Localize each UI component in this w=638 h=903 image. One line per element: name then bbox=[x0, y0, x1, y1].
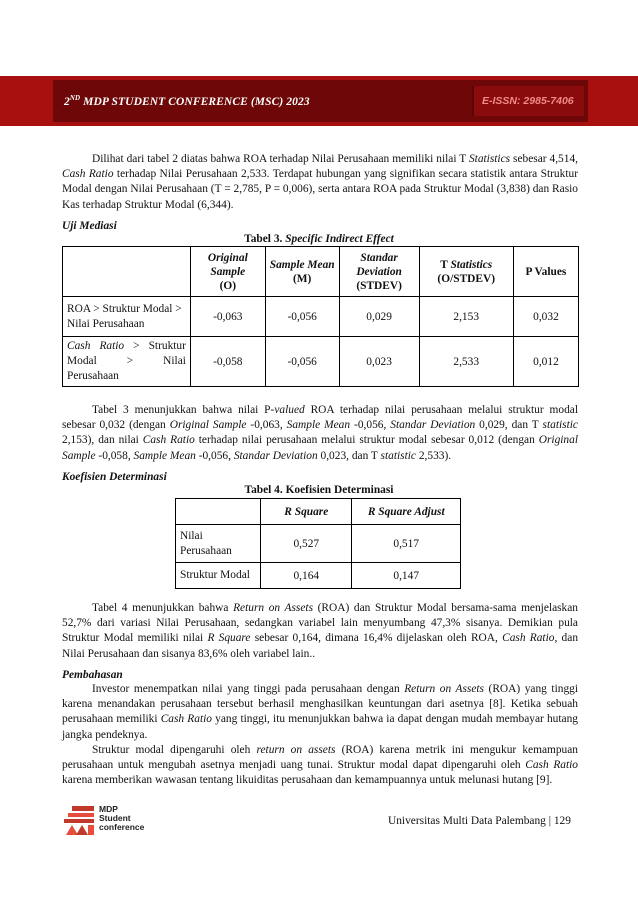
table3-cell: -0,056 bbox=[265, 337, 339, 387]
table3-header-stdev: Standar Deviation (STDEV) bbox=[339, 247, 419, 297]
table3-cell: 0,029 bbox=[339, 297, 419, 337]
table3-cell: -0,063 bbox=[190, 297, 265, 337]
table3-header-t-statistics: T Statistics (O/STDEV) bbox=[419, 247, 513, 297]
table3-cell: 0,012 bbox=[513, 337, 578, 387]
paragraph-pembahasan-1: Investor menempatkan nilai yang tinggi pada perusahaan dengan Return on Assets (ROA) yang tinggi karena menandakan perusahaan tersebut berhasil menghasilkan keuntungan dari asetnya [8]. Ketika sebuah perusahaan memiliki Cash Ratio yang tinggi, itu menunjukkan bahwa ia dapat dengan mudah membayar hutang jangka pendeknya. bbox=[62, 683, 578, 741]
paragraph-table3-summary: Tabel 3 menunjukkan bahwa nilai P-valued ROA terhadap nilai perusahaan melalui struktur modal sebesar 0,032 (dengan Original Sample -0,063, Sample Mean -0,056, Standar Deviation 0,029, dan T statistic 2,153), dan nilai Cash Ratio terhadap nilai perusahaan melalui struktur modal sebesar 0,012 (dengan Original Sample -0,058, Sample Mean -0,056, Standar Deviation 0,023, dan T statistic 2,533). bbox=[62, 404, 579, 462]
table3-cell: -0,058 bbox=[190, 337, 265, 387]
table-koefisien-determinasi bbox=[175, 498, 461, 589]
table3-header-p-values: P Values bbox=[513, 247, 578, 297]
table3-cell: 2,533 bbox=[419, 337, 513, 387]
table-row bbox=[63, 337, 579, 387]
conference-title: 2ND MDP STUDENT CONFERENCE (MSC) 2023 bbox=[64, 94, 310, 108]
footer-page-info: Universitas Multi Data Palembang | 129 bbox=[388, 815, 571, 827]
table4-cell: 0,517 bbox=[352, 525, 461, 563]
table4-header-r-square: R Square bbox=[261, 499, 352, 525]
heading-koefisien-determinasi: Koefisien Determinasi bbox=[62, 471, 167, 483]
table4-cell: 0,147 bbox=[352, 563, 461, 589]
logo-text bbox=[99, 805, 144, 832]
table4-cell: 0,164 bbox=[261, 563, 352, 589]
heading-uji-mediasi: Uji Mediasi bbox=[62, 220, 117, 232]
logo-line: conference bbox=[99, 822, 145, 832]
heading-pembahasan: Pembahasan bbox=[62, 669, 123, 681]
paragraph-table2-summary: Dilihat dari tabel 2 diatas bahwa ROA terhadap Nilai Perusahaan memiliki nilai T Statistics sebesar 4,514, Cash Ratio terhadap Nilai Perusahaan 2,533. Terdapat hubungan yang signifikan secara statistik antara Struktur Modal dengan Nilai Perusahaan (T = 2,785, P = 0,006), serta antara ROA pada Struktur Modal (3,838) dan Rasio Kas terhadap Struktur Modal (6,344). bbox=[62, 153, 578, 211]
table-row bbox=[176, 525, 461, 563]
table4-row-label: Struktur Modal bbox=[176, 563, 261, 589]
table3-caption: Tabel 3. Specific Indirect Effect bbox=[244, 233, 394, 245]
table4-header-r-square-adjust: R Square Adjust bbox=[352, 499, 461, 525]
issn-label: E-ISSN: 2985-7406 bbox=[482, 95, 574, 107]
table3-cell: 0,023 bbox=[339, 337, 419, 387]
table3-row-label: Cash Ratio > Struktur Modal > Nilai Perusahaan bbox=[63, 337, 191, 387]
table3-cell: 0,032 bbox=[513, 297, 578, 337]
table3-cell: -0,056 bbox=[265, 297, 339, 337]
table4-caption: Tabel 4. Koefisien Determinasi bbox=[244, 484, 394, 496]
table-specific-indirect-effect bbox=[62, 246, 579, 387]
table4-header-empty bbox=[176, 499, 261, 525]
paragraph-table4-summary: Tabel 4 menunjukkan bahwa Return on Assets (ROA) dan Struktur Modal bersama-sama menjelaskan 52,7% dari variasi Nilai Perusahaan, sedangkan variabel lain menyumbang 47,3% sisanya. Demikian pula Struktur Modal memiliki nilai R Square sebesar 0,164, dimana 16,4% dijelaskan oleh ROA, Cash Ratio, dan Nilai Perusahaan dan sisanya 83,6% oleh variabel lain.. bbox=[62, 602, 579, 660]
table3-header-sample-mean: Sample Mean (M) bbox=[265, 247, 339, 297]
table3-cell: 2,153 bbox=[419, 297, 513, 337]
table-row bbox=[176, 563, 461, 589]
mdp-logo-icon bbox=[62, 804, 98, 836]
logo-line: Student bbox=[99, 813, 131, 823]
paragraph-pembahasan-2: Struktur modal dipengaruhi oleh return on assets (ROA) karena metrik ini mengukur kemampuan perusahaan untuk mengubah asetnya menjadi uang tunai. Struktur modal dapat dipengaruhi oleh Cash Ratio karena memberikan wawasan tentang likuiditas perusahaan dan kemampuannya untuk melunasi hutang [9]. bbox=[62, 744, 579, 787]
table4-row-label: Nilai Perusahaan bbox=[176, 525, 261, 563]
table4-cell: 0,527 bbox=[261, 525, 352, 563]
table3-header-empty bbox=[63, 247, 191, 297]
logo-line: MDP bbox=[99, 804, 118, 814]
table-row bbox=[63, 297, 579, 337]
table3-header-original-sample: Original Sample (O) bbox=[190, 247, 265, 297]
table3-row-label: ROA > Struktur Modal > Nilai Perusahaan bbox=[63, 297, 191, 337]
